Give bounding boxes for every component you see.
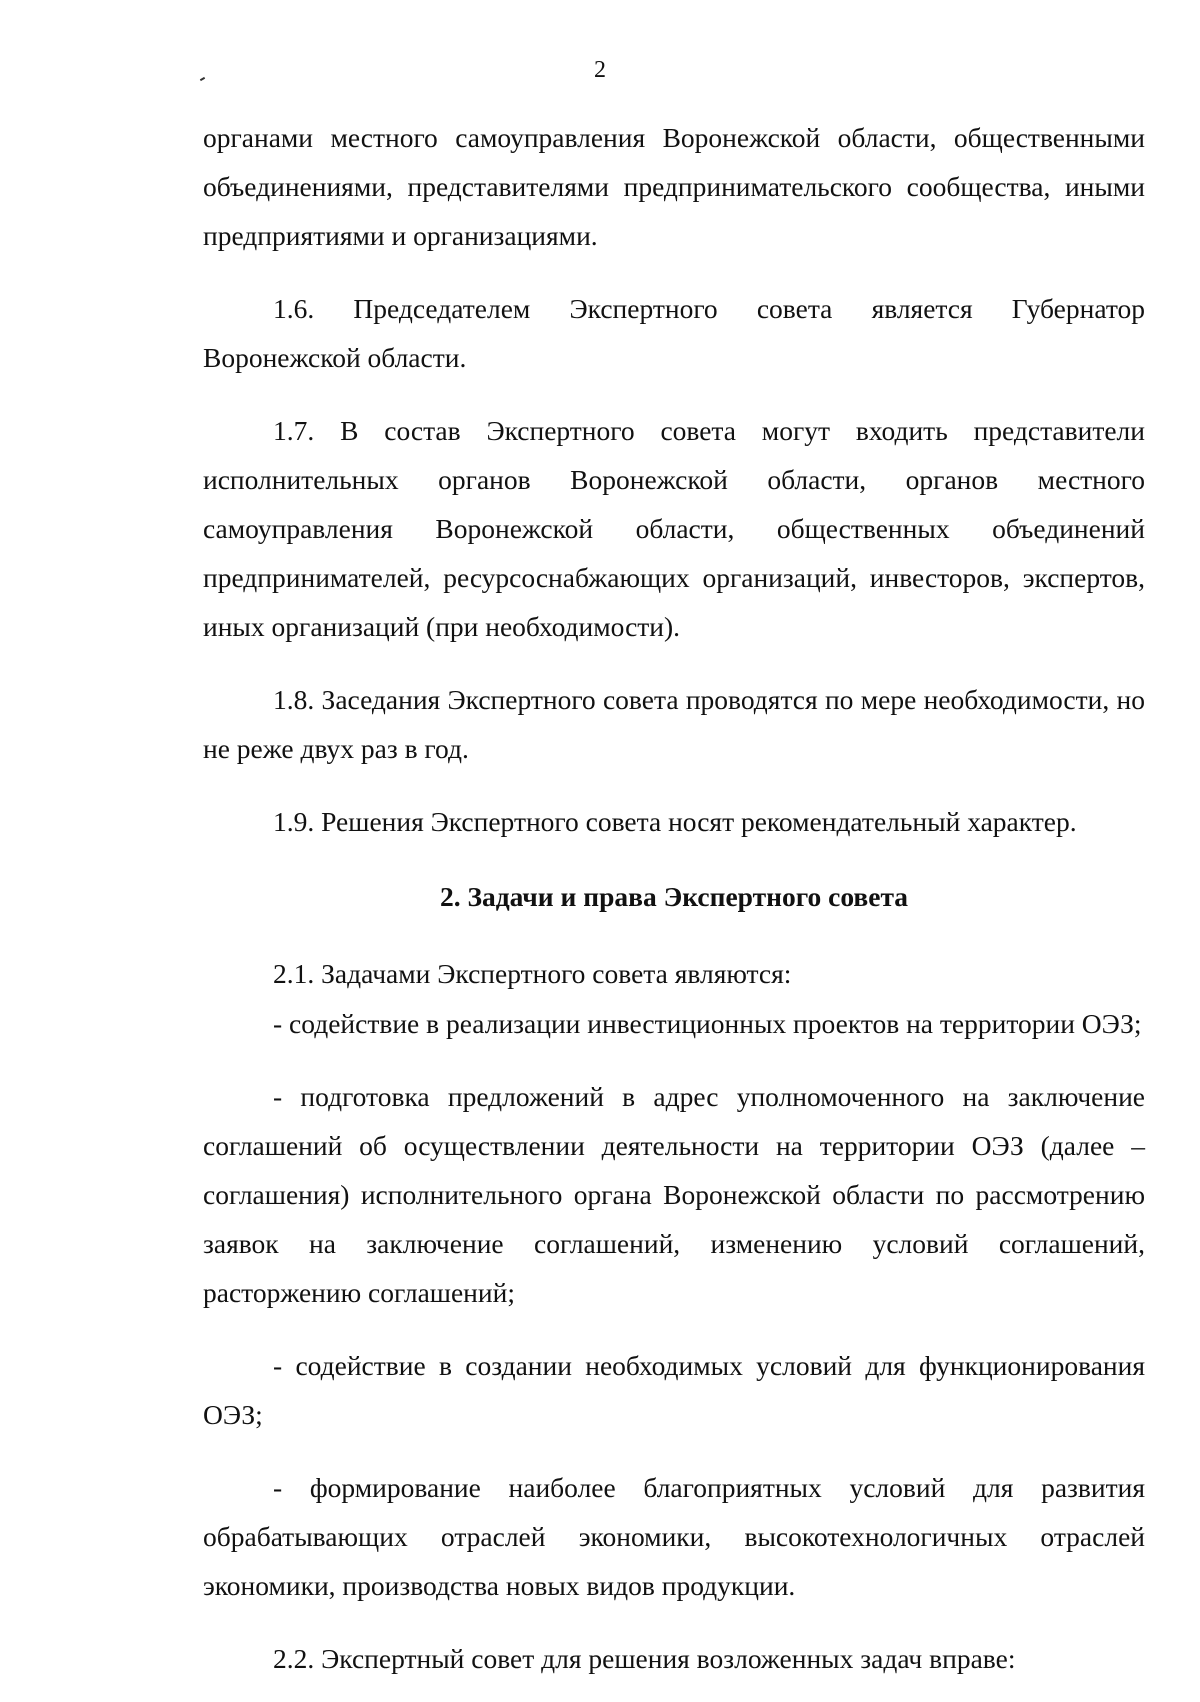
list-item-conditions: - содействие в создании необходимых условий для функционирования ОЭЗ; <box>203 1350 1145 1430</box>
paragraph-1-6: 1.6. Председателем Экспертного совета является Губернатор Воронежской области. <box>203 293 1145 373</box>
paragraph-continuation: органами местного самоуправления Воронежской области, общественными объединениями, представителями предпринимательского сообщества, иными предприятиями и организациями. <box>203 122 1145 251</box>
list-item-proposals: - подготовка предложений в адрес уполномоченного на заключение соглашений об осуществлении деятельности на территории ОЭЗ (далее – соглашения) исполнительного органа Воронежской области по рассмотрению заявок на заключение соглашений, изменению условий соглашений, расторжению соглашений; <box>203 1081 1145 1308</box>
paragraph-2-2: 2.2. Экспертный совет для решения возложенных задач вправе: <box>273 1643 1016 1674</box>
paragraph-1-9: 1.9. Решения Экспертного совета носят рекомендательный характер. <box>273 806 1077 837</box>
page-number: 2 <box>594 57 606 83</box>
paragraph-1-7: 1.7. В состав Экспертного совета могут входить представители исполнительных органов Воронежской области, органов местного самоуправления Воронежской области, общественных объединений предпринимателей, ресурсоснабжающих организаций, инвесторов, экспертов, иных организаций (при необходимости). <box>203 415 1145 642</box>
list-item-investment-projects: - содействие в реализации инвестиционных проектов на территории ОЭЗ; <box>273 1008 1142 1039</box>
document-body <box>203 113 1145 1684</box>
section-heading: 2. Задачи и права Экспертного совета <box>439 881 909 912</box>
list-item-favorable-conditions: - формирование наиболее благоприятных условий для развития обрабатывающих отраслей экономики, высокотехнологичных отраслей экономики, производства новых видов продукции. <box>203 1472 1145 1601</box>
paragraph-2-1: 2.1. Задачами Экспертного совета являются: <box>273 958 792 989</box>
paragraph-1-8: 1.8. Заседания Экспертного совета проводятся по мере необходимости, но не реже двух раз в год. <box>203 684 1145 764</box>
